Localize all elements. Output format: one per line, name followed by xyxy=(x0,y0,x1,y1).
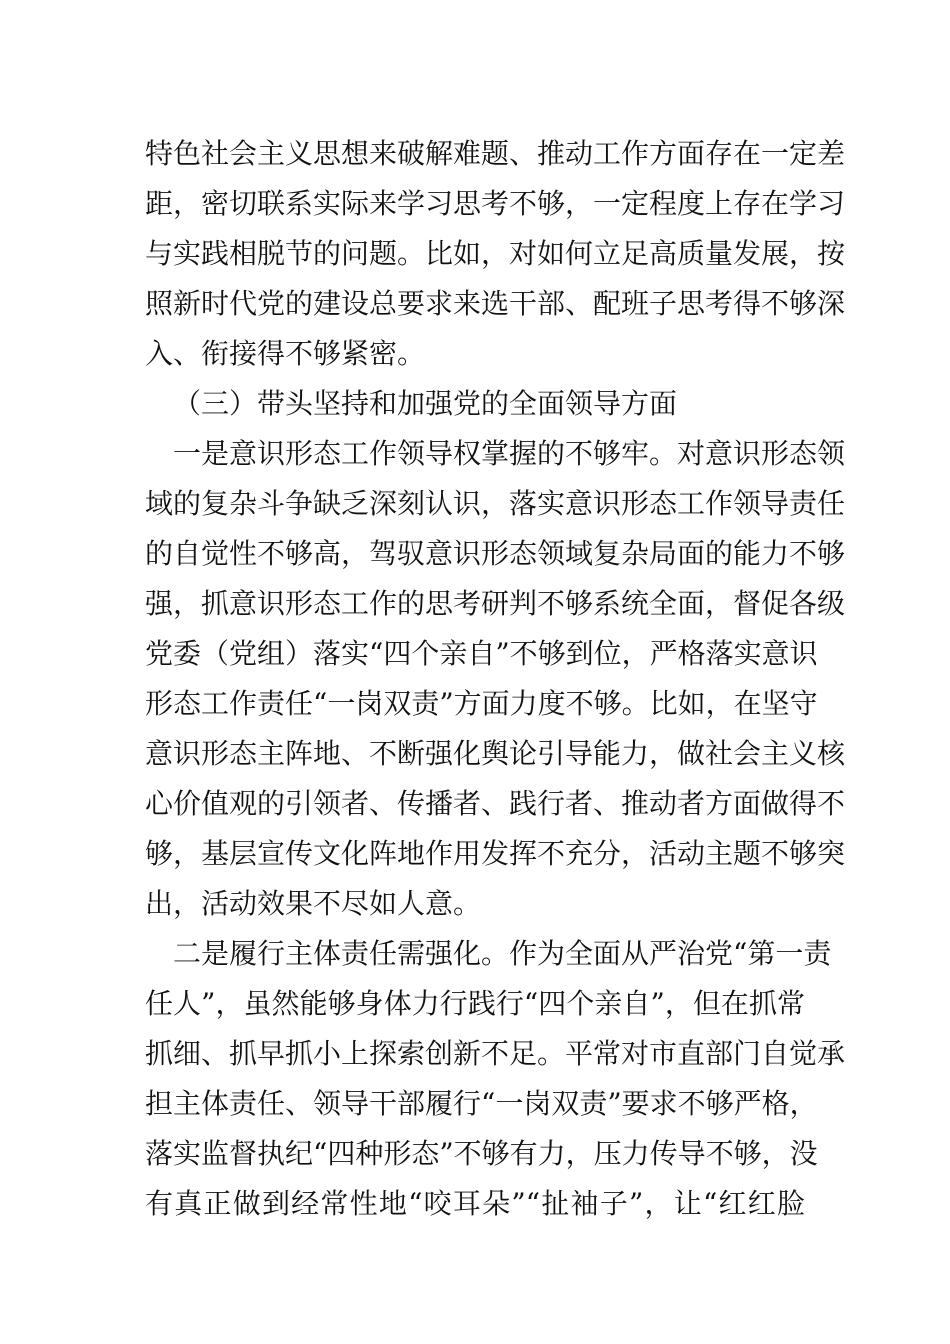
paragraph-line: 担主体责任、领导干部履行“一岗双责”要求不够严格， xyxy=(145,1087,818,1120)
paragraph-line: 落实监督执纪“四种形态”不够有力，压力传导不够，没 xyxy=(145,1137,818,1170)
paragraph-line: 强，抓意识形态工作的思考研判不够系统全面，督促各级 xyxy=(145,587,846,620)
paragraph-line: 一是意识形态工作领导权掌握的不够牢。对意识形态领 xyxy=(173,437,846,470)
paragraph-line: 意识形态主阵地、不断强化舆论引导能力，做社会主义核 xyxy=(145,737,846,770)
paragraph-line: 抓细、抓早抓小上探索创新不足。平常对市直部门自觉承 xyxy=(145,1037,846,1070)
paragraph-line: 域的复杂斗争缺乏深刻认识，落实意识形态工作领导责任 xyxy=(145,487,846,520)
paragraph-line: 入、衔接得不够紧密。 xyxy=(145,337,426,370)
paragraph-line: 照新时代党的建设总要求来选干部、配班子思考得不够深 xyxy=(145,287,846,320)
paragraph-line: 的自觉性不够高，驾驭意识形态领域复杂局面的能力不够 xyxy=(145,537,846,570)
paragraph-line: 二是履行主体责任需强化。作为全面从严治党“第一责 xyxy=(173,937,832,970)
section-heading: （三）带头坚持和加强党的全面领导方面 xyxy=(173,387,678,420)
paragraph-line: 任人”，虽然能够身体力行践行“四个亲自”，但在抓常 xyxy=(145,987,805,1020)
paragraph-line: 特色社会主义思想来破解难题、推动工作方面存在一定差 xyxy=(145,137,846,170)
paragraph-line: 形态工作责任“一岗双责”方面力度不够。比如，在坚守 xyxy=(145,687,818,720)
paragraph-line: 心价值观的引领者、传播者、践行者、推动者方面做得不 xyxy=(145,787,846,820)
paragraph-line: 距，密切联系实际来学习思考不够，一定程度上存在学习 xyxy=(145,187,846,220)
paragraph-line: 有真正做到经常性地“咬耳朵”“扯袖子”，让“红红脸 xyxy=(145,1187,805,1220)
paragraph-line: 与实践相脱节的问题。比如，对如何立足高质量发展，按 xyxy=(145,237,846,270)
paragraph-line: 够，基层宣传文化阵地作用发挥不充分，活动主题不够突 xyxy=(145,837,846,870)
paragraph-line: 出，活动效果不尽如人意。 xyxy=(145,887,482,920)
paragraph-line: 党委（党组）落实“四个亲自”不够到位，严格落实意识 xyxy=(145,637,818,670)
